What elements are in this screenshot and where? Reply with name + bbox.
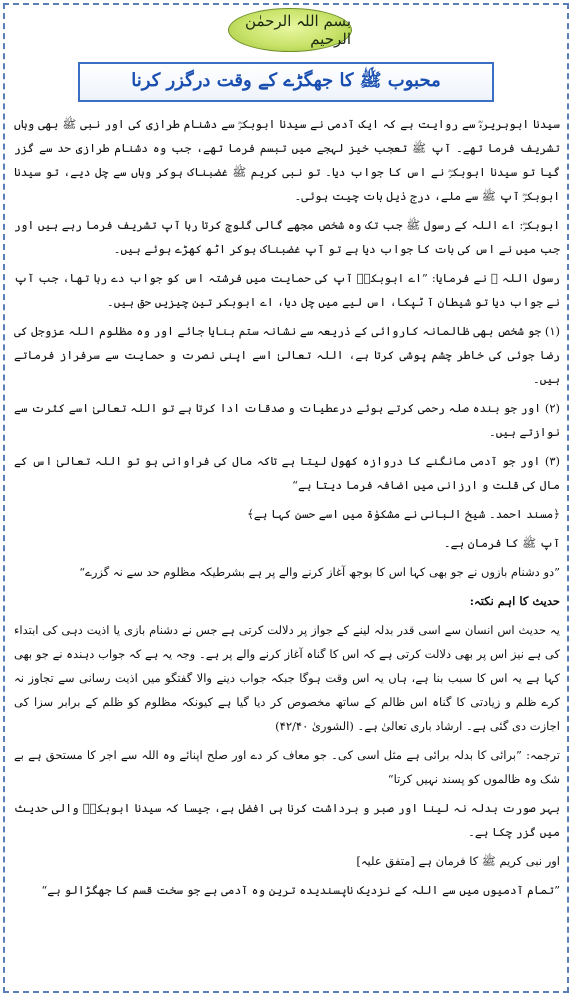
paragraph-translation: ترجمہ: ”برائی کا بدلہ برائی ہے مثل اسی کی۔ جو معاف کر دے اور صلح اپنائے وہ اللہ سے اجر کا مستحق ہے بے شک وہ ظالموں کو پسند نہیں کرتا“ bbox=[14, 748, 560, 786]
paragraph-hadith: ”تمام آدمیوں میں سے اللہ کے نزدیک ناپسندیدہ ترین وہ آدمی ہے جو سخت قسم کا جھگڑالو ہے“ bbox=[41, 883, 560, 897]
paragraph-reference: ﴿مسند احمد۔ شیخ البانی نے مشکوٰۃ میں اسے حسن کہا ہے﴾ bbox=[247, 507, 560, 521]
page-title-box bbox=[78, 62, 494, 102]
paragraph-saying-intro: آپ ﷺ کا فرمان ہے۔ bbox=[443, 536, 560, 550]
paragraph-saying: ”دو دشنام بازوں نے جو بھی کہا اس کا بوجھ آغاز کرنے والے پر ہے بشرطیکہ مظلوم حد سے نہ گزرے“ bbox=[79, 565, 560, 579]
page-title: محبوب ﷺ کا جھگڑے کے وقت درگزر کرنا bbox=[131, 70, 441, 91]
paragraph-heading: حدیث کا اہم نکتہ: bbox=[469, 594, 560, 608]
article-body bbox=[14, 112, 560, 907]
paragraph-point-2: (۲) اور جو بندہ صلہ رحمی کرتے ہوئے درعطیات و صدقات ادا کرتا ہے تو اللہ تعالیٰ اسے کثرت سے نوازتے ہیں۔ bbox=[14, 401, 560, 439]
paragraph-point-3: (۳) اور جو آدمی مانگنے کا دروازہ کھول لیتا ہے تاکہ مال کی فراوانی ہو تو اللہ تعالیٰ اس کے مال کی قلت و ارزانی میں اضافہ فرما دیتا ہے“ bbox=[14, 454, 560, 492]
bismillah-text: بسم اللہ الرحمٰن الرحیم bbox=[245, 12, 351, 48]
paragraph-patience: بہر صورت بدلہ نہ لینا اور صبر و برداشت کرنا ہی افضل ہے، جیسا کہ سیدنا ابوبکرؓ والی حدیث میں گزر چکا ہے۔ bbox=[14, 801, 560, 839]
paragraph-hadith-intro: اور نبی کریم ﷺ کا فرمان ہے [متفق علیہ] bbox=[356, 854, 560, 868]
paragraph-explanation: یہ حدیث اس انسان سے اسی قدر بدلہ لینے کے جواز پر دلالت کرتی ہے جس نے دشنام بازی یا اذیت دہی کی ابتداء کی ہے نیز اس پر بھی دلالت کرتی ہے کہ اس کا گناہ آغاز کرنے والے پر ہے۔ وجہ یہ ہے کہ جواب دہندہ نے جو بھی کہا ہے یہ اس کا سبب بنا ہے، ہاں یہ اس وقت ہوگا جبکہ جواب دینے والا گفتگو میں اذیت رسانی سے تجاوز نہ کرے ظلم و زیادتی کا گناہ اس ظالم کے ساتھ مخصوص کر دیا گیا ہے کیونکہ مظلوم کو ظلم کے برابر سزا کی اجازت دی گئی ہے۔ ارشاد باری تعالیٰ ہے۔ (الشوریٰ ۴۲/۴۰) bbox=[14, 623, 560, 733]
bismillah-badge bbox=[228, 8, 352, 52]
paragraph-abubakr: ابوبکرؓ: اے اللہ کے رسول ﷺ جب تک وہ شخص مجھے گالی گلوچ کرتا رہا آپ تشریف فرما رہے ہیں اور جب میں نے اس کی بات کا جواب دیا ہے تو آپ غضبناک ہوکر اٹھ کھڑے ہوئے ہیں۔ bbox=[14, 218, 560, 256]
paragraph-prophet-reply: رسول اللہ ﷺ نے فرمایا: ”اے ابوبکرؓ آپ کی حمایت میں فرشتہ اس کو جواب دے رہا تھا، جب آپ نے جواب دیا تو شیطان آ ٹپکا، اس لیے میں چل دیا، اے ابوبکر تین چیزیں حق ہیں۔ bbox=[14, 271, 560, 309]
paragraph-point-1: (۱) جو شخص بھی ظالمانہ کاروائی کے ذریعہ سے نشانہ ستم بنایا جائے اور وہ مظلوم اللہ عزوجل کی رضا جوئی کی خاطر چشم پوشی کرتا ہے، اللہ تعالیٰ اسے اپنی نصرت و حمایت سے سرفراز فرماتے ہیں۔ bbox=[14, 324, 560, 386]
paragraph-intro: سیدنا ابوہریرہؓ سے روایت ہے کہ ایک آدمی نے سیدنا ابوبکرؓ سے دشنام طرازی کی اور نبی ﷺ بھی وہاں تشریف فرما تھے۔ آپ ﷺ تعجب خیز لہجے میں تبسم فرما تھے، جب وہ دشنام طرازی حد سے گزر گیا تو سیدنا ابوبکرؓ نے اس کا جواب دیا۔ تو نبی کریم ﷺ غضبناک ہوکر وہاں سے چل دیے، تو سیدنا ابوبکرؓ آپ ﷺ سے ملے، درج ذیل بات چیت ہوئی۔ bbox=[14, 117, 560, 203]
